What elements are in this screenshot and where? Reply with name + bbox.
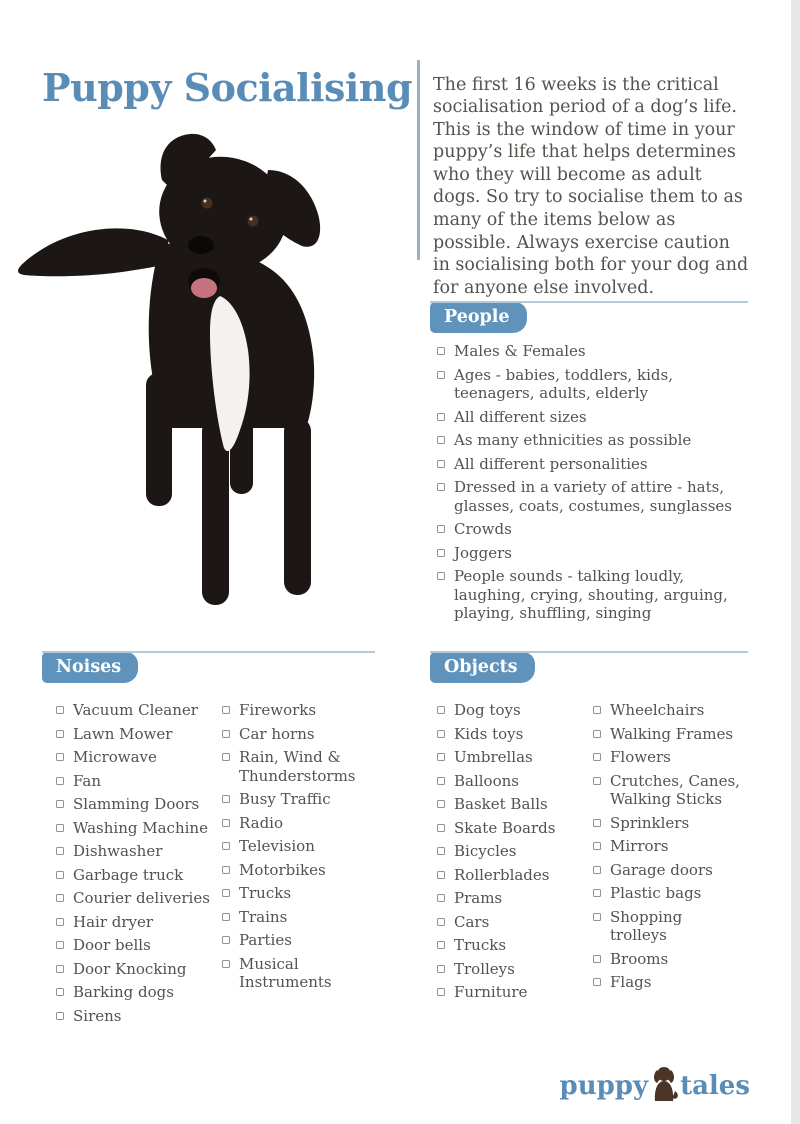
list-item-label: Busy Traffic — [239, 790, 331, 808]
list-item — [437, 701, 593, 720]
list-item-label: Brooms — [610, 949, 669, 968]
checkbox-bullet-icon — [222, 706, 230, 714]
list-item — [437, 842, 593, 861]
list-item-label: Joggers — [454, 543, 512, 562]
checkbox-bullet-icon — [56, 871, 64, 879]
list-item — [222, 748, 375, 785]
list-item-label: Parties — [239, 931, 292, 949]
list-item-label: As many ethnicities as possible — [454, 431, 692, 449]
dog-tail — [18, 228, 170, 276]
list-item — [437, 520, 748, 539]
checkbox-bullet-icon — [56, 824, 64, 832]
checkbox-bullet-icon — [56, 941, 64, 949]
people-list — [430, 342, 748, 623]
list-item-label: Basket Balls — [454, 795, 548, 813]
puppy-tales-logo — [540, 1063, 750, 1109]
list-item-label: Trolleys — [454, 959, 515, 978]
list-item — [56, 819, 222, 838]
list-item — [437, 960, 593, 979]
checkbox-bullet-icon — [222, 753, 230, 761]
list-item — [593, 772, 741, 809]
list-item — [593, 884, 741, 903]
list-item-label: Dog toys — [454, 701, 521, 719]
page-title: Puppy Socialising — [42, 65, 413, 111]
list-item-label: Radio — [239, 813, 284, 832]
list-item-label: Musical Instruments — [239, 954, 332, 991]
list-item-label: Cars — [454, 912, 490, 931]
checkbox-bullet-icon — [593, 978, 601, 986]
dog-nose — [188, 236, 214, 254]
section-rule — [42, 651, 375, 653]
checkbox-bullet-icon — [437, 549, 445, 557]
list-item — [56, 748, 222, 767]
list-item — [222, 931, 375, 950]
checkbox-bullet-icon — [437, 730, 445, 738]
list-item — [222, 955, 375, 992]
list-item-label: Wheelchairs — [610, 701, 705, 719]
list-item — [56, 960, 222, 979]
list-item — [593, 973, 741, 992]
list-item-label: Shopping trolleys — [610, 907, 683, 944]
list-item-label: Barking dogs — [73, 983, 174, 1001]
list-item — [593, 748, 741, 767]
list-item-label: Hair dryer — [73, 912, 154, 931]
list-item-label: Mirrors — [610, 837, 669, 855]
list-item-label: Males & Females — [454, 342, 586, 360]
list-item — [437, 342, 748, 361]
list-item-label: Crutches, Canes, Walking Sticks — [610, 771, 740, 808]
checkbox-bullet-icon — [437, 753, 445, 761]
checkbox-bullet-icon — [437, 436, 445, 444]
list-item — [222, 814, 375, 833]
list-item — [593, 725, 741, 744]
checkbox-bullet-icon — [437, 371, 445, 379]
dog-leg — [146, 373, 172, 506]
list-item — [593, 950, 741, 969]
checkbox-bullet-icon — [593, 889, 601, 897]
section-objects — [430, 651, 748, 1007]
dog-eye — [248, 216, 259, 227]
list-item — [437, 819, 593, 838]
list-item — [437, 478, 748, 515]
checkbox-bullet-icon — [593, 913, 601, 921]
list-item — [222, 908, 375, 927]
logo-dog-head — [657, 1067, 671, 1081]
list-item — [437, 936, 593, 955]
checkbox-bullet-icon — [56, 894, 64, 902]
list-item — [56, 936, 222, 955]
checkbox-bullet-icon — [56, 753, 64, 761]
list-item — [437, 913, 593, 932]
puppy-silhouette-icon — [649, 1065, 679, 1103]
checkbox-bullet-icon — [437, 824, 445, 832]
checkbox-bullet-icon — [56, 777, 64, 785]
checkbox-bullet-icon — [437, 918, 445, 926]
checkbox-bullet-icon — [593, 753, 601, 761]
checkbox-bullet-icon — [222, 842, 230, 850]
list-item-label: Lawn Mower — [73, 724, 173, 743]
list-item — [437, 567, 748, 623]
list-item — [222, 884, 375, 903]
checkbox-bullet-icon — [593, 730, 601, 738]
checkbox-bullet-icon — [56, 918, 64, 926]
checkbox-bullet-icon — [437, 988, 445, 996]
checkbox-bullet-icon — [56, 988, 64, 996]
checkbox-bullet-icon — [593, 819, 601, 827]
list-item-label: Ages - babies, toddlers, kids, teenagers, adults, elderly — [454, 365, 673, 402]
checkbox-bullet-icon — [593, 842, 601, 850]
checkbox-bullet-icon — [222, 795, 230, 803]
checkbox-bullet-icon — [437, 572, 445, 580]
checkbox-bullet-icon — [437, 706, 445, 714]
black-puppy-illustration — [10, 118, 400, 623]
checkbox-bullet-icon — [593, 866, 601, 874]
logo-dog-body — [655, 1081, 673, 1101]
list-item-label: Courier deliveries — [73, 889, 210, 907]
list-item-label: Plastic bags — [610, 884, 702, 902]
list-item-label: Crowds — [454, 520, 512, 538]
list-item-label: Sirens — [73, 1006, 122, 1025]
section-badge-people: People — [430, 302, 527, 333]
list-item-label: Flowers — [610, 748, 671, 766]
logo-word-tales: tales — [680, 1071, 750, 1101]
objects-list-col2 — [593, 701, 741, 1007]
list-item-label: Vacuum Cleaner — [73, 701, 198, 719]
list-item-label: Slamming Doors — [73, 795, 200, 813]
list-item-label: Prams — [454, 889, 503, 907]
list-item-label: Balloons — [454, 771, 519, 790]
dog-tongue — [191, 278, 217, 298]
list-item-label: Microwave — [73, 748, 157, 766]
section-badge-noises: Noises — [42, 652, 138, 683]
noises-list-col1 — [42, 701, 222, 1030]
list-item-label: Fan — [73, 771, 101, 790]
dog-eye — [202, 198, 213, 209]
checkbox-bullet-icon — [437, 965, 445, 973]
list-item-label: Garbage truck — [73, 865, 184, 884]
list-item — [593, 908, 741, 945]
list-item — [56, 725, 222, 744]
list-item — [56, 866, 222, 885]
list-item — [56, 772, 222, 791]
checkbox-bullet-icon — [222, 866, 230, 874]
list-item-label: Dressed in a variety of attire - hats, glasses, coats, costumes, sunglasses — [454, 478, 732, 515]
section-rule — [430, 301, 748, 303]
list-item-label: Flags — [610, 973, 652, 991]
checkbox-bullet-icon — [56, 1012, 64, 1020]
list-item-label: People sounds - talking loudly, laughing, crying, shouting, arguing, playing, shuffling, singing — [454, 567, 728, 622]
list-item-label: Motorbikes — [239, 860, 326, 879]
checkbox-bullet-icon — [56, 706, 64, 714]
section-badge-objects: Objects — [430, 652, 535, 683]
list-item — [56, 913, 222, 932]
checkbox-bullet-icon — [593, 706, 601, 714]
list-item-label: Television — [239, 837, 315, 855]
list-item — [437, 795, 593, 814]
checkbox-bullet-icon — [56, 730, 64, 738]
list-item — [437, 748, 593, 767]
checkbox-bullet-icon — [437, 847, 445, 855]
checkbox-bullet-icon — [222, 730, 230, 738]
checkbox-bullet-icon — [56, 800, 64, 808]
checkbox-bullet-icon — [593, 955, 601, 963]
list-item — [222, 861, 375, 880]
list-item-label: Fireworks — [239, 701, 317, 719]
list-item — [222, 701, 375, 720]
list-item — [593, 861, 741, 880]
checkbox-bullet-icon — [56, 847, 64, 855]
list-item — [222, 790, 375, 809]
list-item — [56, 889, 222, 908]
list-item — [593, 814, 741, 833]
checkbox-bullet-icon — [222, 960, 230, 968]
list-item — [593, 701, 741, 720]
list-item — [56, 983, 222, 1002]
section-noises — [42, 651, 375, 1030]
list-item — [437, 889, 593, 908]
list-item-label: Bicycles — [454, 842, 517, 860]
list-item — [222, 725, 375, 744]
list-item-label: Umbrellas — [454, 748, 533, 766]
dog-leg — [284, 418, 311, 595]
checkbox-bullet-icon — [222, 913, 230, 921]
list-item — [56, 795, 222, 814]
section-people — [430, 301, 748, 628]
list-item — [437, 772, 593, 791]
list-item — [222, 837, 375, 856]
list-item — [437, 408, 748, 427]
checkbox-bullet-icon — [437, 800, 445, 808]
checkbox-bullet-icon — [437, 525, 445, 533]
list-item — [437, 983, 593, 1002]
intro-divider-line — [417, 60, 420, 260]
checkbox-bullet-icon — [437, 871, 445, 879]
noises-list-col2 — [222, 701, 375, 1030]
list-item-label: Kids toys — [454, 724, 524, 743]
list-item — [56, 701, 222, 720]
checkbox-bullet-icon — [222, 889, 230, 897]
section-rule — [430, 651, 748, 653]
list-item-label: Dishwasher — [73, 842, 163, 860]
list-item — [437, 431, 748, 450]
list-item — [437, 866, 593, 885]
list-item-label: Trucks — [454, 936, 507, 954]
checkbox-bullet-icon — [56, 965, 64, 973]
intro-paragraph: The first 16 weeks is the critical socialisation period of a dog’s life. This is the window of time in your puppy’s life that helps determines who they will become as adult dogs. So try to socialise them to as many of the items below as possible. Always exercise caution in socialising both for your dog and for anyone else involved. — [433, 74, 749, 298]
checkbox-bullet-icon — [437, 483, 445, 491]
logo-word-puppy: puppy — [559, 1071, 649, 1101]
list-item-label: Furniture — [454, 983, 528, 1001]
checkbox-bullet-icon — [437, 777, 445, 785]
list-item-label: Trains — [239, 907, 288, 926]
objects-list-col1 — [430, 701, 593, 1007]
list-item — [437, 366, 748, 403]
list-item-label: Rain, Wind & Thunderstorms — [239, 748, 356, 785]
checkbox-bullet-icon — [437, 347, 445, 355]
checkbox-bullet-icon — [593, 777, 601, 785]
list-item — [56, 842, 222, 861]
list-item-label: All different personalities — [454, 454, 648, 473]
checkbox-bullet-icon — [222, 936, 230, 944]
list-item — [437, 544, 748, 563]
page-edge-shadow — [791, 0, 800, 1124]
list-item — [593, 837, 741, 856]
list-item-label: Rollerblades — [454, 865, 550, 884]
list-item-label: Walking Frames — [610, 724, 734, 743]
list-item — [437, 725, 593, 744]
list-item — [437, 455, 748, 474]
list-item — [56, 1007, 222, 1026]
list-item-label: Door Knocking — [73, 959, 187, 978]
checkbox-bullet-icon — [222, 819, 230, 827]
list-item-label: Garage doors — [610, 860, 713, 879]
checkbox-bullet-icon — [437, 941, 445, 949]
dog-eye-highlight — [250, 218, 253, 221]
list-item-label: Sprinklers — [610, 813, 690, 832]
list-item-label: Washing Machine — [73, 818, 208, 837]
dog-eye-highlight — [204, 200, 207, 203]
list-item-label: Trucks — [239, 884, 292, 902]
list-item-label: Car horns — [239, 724, 315, 743]
checkbox-bullet-icon — [437, 460, 445, 468]
dog-photo — [10, 118, 400, 623]
list-item-label: All different sizes — [454, 407, 587, 426]
list-item-label: Door bells — [73, 936, 151, 954]
list-item-label: Skate Boards — [454, 818, 556, 837]
checkbox-bullet-icon — [437, 894, 445, 902]
checkbox-bullet-icon — [437, 413, 445, 421]
